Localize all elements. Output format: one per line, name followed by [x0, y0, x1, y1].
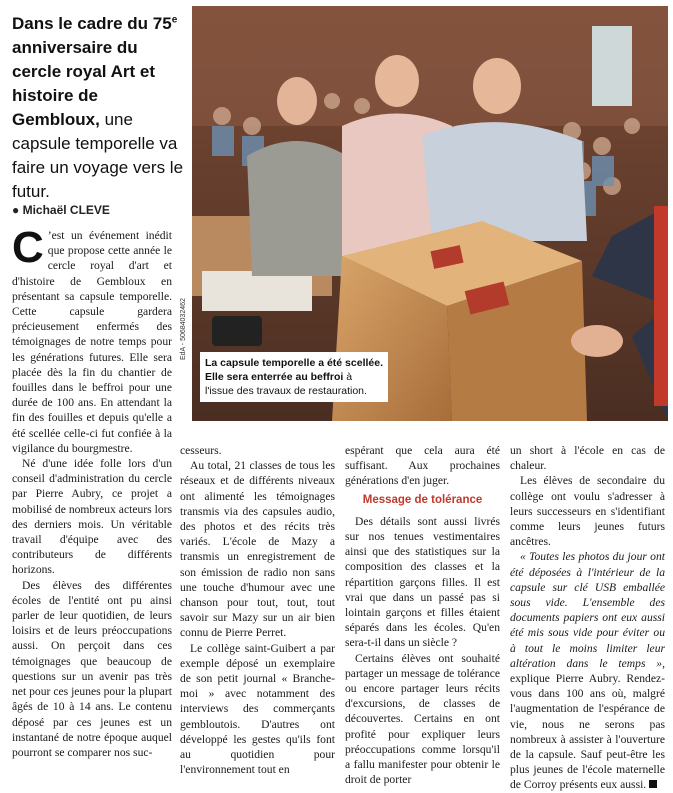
photo-credit: EdA - 50684032462 — [180, 298, 187, 360]
article-column-1 — [12, 223, 172, 760]
article-column-2 — [180, 443, 335, 777]
photo-caption — [200, 352, 388, 402]
caption-rest: à l'issue des travaux de restauration. — [205, 371, 367, 397]
paragraph: « Toutes les photos du jour ont été déposées à l'intérieur de la capsule sur clé USB emballée sous vide. L'ensemble des documents papiers ont eux aussi été mis sous vide pour éviter ou à tout le moins limiter leur altération dans le temps », explique Pierre Aubry. Rendez-vous dans 100 ans où, malgré l'augmentation de l'espérance de vie, nous ne serons pas nombreux à assister à l'ouverture de la capsule. Sauf peut-être les plus jeunes de l'école maternelle de Corroy présents eux aussi. — [510, 550, 665, 792]
paragraph: Né d'une idée folle lors d'un conseil d'administration du cercle par Pierre Aubry, ce projet a mobilisé de nombreux acteurs lors des derniers mois. Un véritable travail d'équipe avec des contributeurs de différents horizons. — [12, 457, 172, 577]
paragraph: cesseurs. — [180, 444, 222, 457]
byline: ● Michaël CLEVE — [12, 203, 110, 217]
paragraph: Des détails sont aussi livrés sur nos tenues vestimentaires ainsi que des statistiques sur la composition des classes et la répartition garçons filles. Il est vrai que dans un passé pas si lointain garçons et filles étaient séparés dans les écoles. Qu'en sera-t-il dans un siècle ? — [345, 514, 500, 650]
paragraph: espérant que cela aura été suffisant. Aux prochaines générations d'en juger. — [345, 444, 500, 488]
headline-bold: Dans le cadre du 75e anniversaire du cercle royal Art et histoire de Gembloux, — [12, 13, 178, 129]
paragraph: Le collège saint-Guibert a par exemple déposé un exemplaire de son petit journal « Branche-moi » avec notamment des interviews des commerçants gembloutois. D'autres ont développé les gestes qu'ils font au quotidien pour l'environnement tout en — [180, 641, 335, 777]
caption-bold: La capsule temporelle a été scellée. Elle sera enterrée au beffroi — [205, 357, 384, 383]
paragraph: Les élèves de secondaire du collège ont voulu s'adresser à leurs successeurs en s'identifiant comme leurs jeunes futurs ancêtres. — [510, 474, 665, 549]
paragraph: un short à l'école en cas de chaleur. — [510, 444, 665, 473]
article-headline — [12, 8, 184, 204]
quote: « Toutes les photos du jour ont été déposées à l'intérieur de la capsule sur clé USB emballée sous vide. L'ensemble des documents papiers ont eux aussi été mis sous vide pour éviter ou à tout le moins limiter leur altération dans le temps » — [510, 550, 665, 670]
article-column-4 — [510, 443, 665, 793]
paragraph: C ’est un événement inédit que propose cette année le cercle royal d'art et d'histoire de Gembloux en présentant sa capsule temporelle. Cette capsule gardera précieusement enfermés des témoignages de notre temps pour les générations futures. Elle sera placée dès la fin du chantier de fouilles dans le beffroi pour une durée de 100 ans. En attendant la fin des fouilles et depuis qu'elle a été scellée celle-ci fut confiée à la vigilance du bourgmestre. — [12, 223, 172, 455]
paragraph: Certains élèves ont souhaité partager un message de tolérance ou encore partager leurs récits d'excursions, de classes de découvertes. Certains en ont profité pour expliquer leurs préoccupations comme lorsqu'il a fallu manifester pour obtenir le droit de porter — [345, 651, 500, 787]
subheading: Message de tolérance — [362, 493, 483, 506]
paragraph: Au total, 21 classes de tous les réseaux et de différents niveaux ont alimenté les témoignages transmis via des capsules audio, des photos et des récits très variés. L'école de Mazy a transmis un enregistrement de son émission de radio non sans une touche d'humour avec une chanson pour tout, tout, tout savoir sur Mazy sur un air bien connu de Pierre Perret. — [180, 459, 335, 640]
article-column-3 — [345, 443, 500, 787]
headline-rest: une capsule temporelle va faire un voyage vers le futur. — [12, 109, 184, 201]
dropcap: C — [12, 223, 44, 272]
end-mark — [649, 780, 657, 788]
paragraph: Des élèves des différentes écoles de l'entité ont pu ainsi parler de leur quotidien, de leurs loisirs et de leurs préoccupations aussi. On perçoit dans ces témoignages que beaucoup de questions sur un avenir pas très net pour ces jeunes pour la plupart âgés de 10 à 14 ans. Le contenu déposé par ces jeunes est un instantané de notre époque auquel pourront se comparer nos suc- — [12, 578, 172, 759]
